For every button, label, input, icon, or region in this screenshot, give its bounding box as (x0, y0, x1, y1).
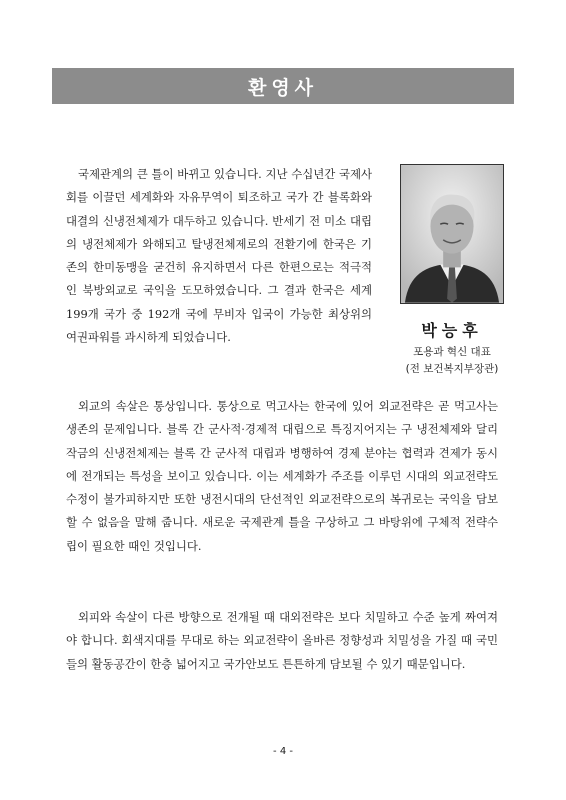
author-former-title: (전 보건복지부장관) (405, 363, 499, 375)
body-paragraph-3: 외피와 속살이 다른 방향으로 전개될 때 대외전략은 보다 치밀하고 수준 높게 짜여져야 합니다. 회색지대를 무대로 하는 외교전략이 올바른 정향성과 치밀성을 가질 때 국민들의 활동공간이 한층 넓어지고 국가안보도 튼튼하게 담보될 수 있기 때문입니다. (66, 610, 498, 671)
body-paragraph-2: 외교의 속살은 통상입니다. 통상으로 먹고사는 한국에 있어 외교전략은 곧 먹고사는 생존의 문제입니다. 블록 간 군사적·경제적 대립으로 특징지어지는 구 냉전체제와 달리 작금의 신냉전체제는 블록 간 군사적 대립과 병행하여 경제 분야는 협력과 견제가 동시에 전개되는 특성을 보이고 있습니다. 이는 세계화가 주조를 이루던 시대의 외교전략도 수정이 불가피하지만 또한 냉전시대의 단선적인 외교전략으로의 복귀로는 국익을 담보할 수 없음을 말해 줍니다. 새로운 국제관계 틀을 구상하고 그 바탕위에 구체적 전략수립이 필요한 때인 것입니다. (66, 399, 498, 553)
author-name: 박능후 (421, 321, 483, 340)
author-role: 포용과 혁신 대표 (413, 346, 491, 358)
title-banner (52, 68, 514, 104)
portrait-photo-icon (401, 165, 503, 303)
page-number: - 4 - (273, 746, 293, 757)
intro-paragraph: 국제관계의 큰 틀이 바뀌고 있습니다. 지난 수십년간 국제사회를 이끌던 세계화와 자유무역이 퇴조하고 국가 간 블록화와 대결의 신냉전체제가 대두하고 있습니다. 반세기 전 미소 대립의 냉전체제가 와해되고 탈냉전체제로의 전환기에 한국은 기존의 한미동맹을 굳건히 유지하면서 다른 한편으로는 적극적인 북방외교로 국익을 도모하였습니다. 그 결과 한국은 세계 199개 국가 중 192개 국에 무비자 입국이 가능한 최상위의 여권파워를 과시하게 되었습니다. (66, 167, 372, 345)
portrait-photo (400, 164, 504, 304)
page-title: 환영사 (247, 76, 319, 99)
